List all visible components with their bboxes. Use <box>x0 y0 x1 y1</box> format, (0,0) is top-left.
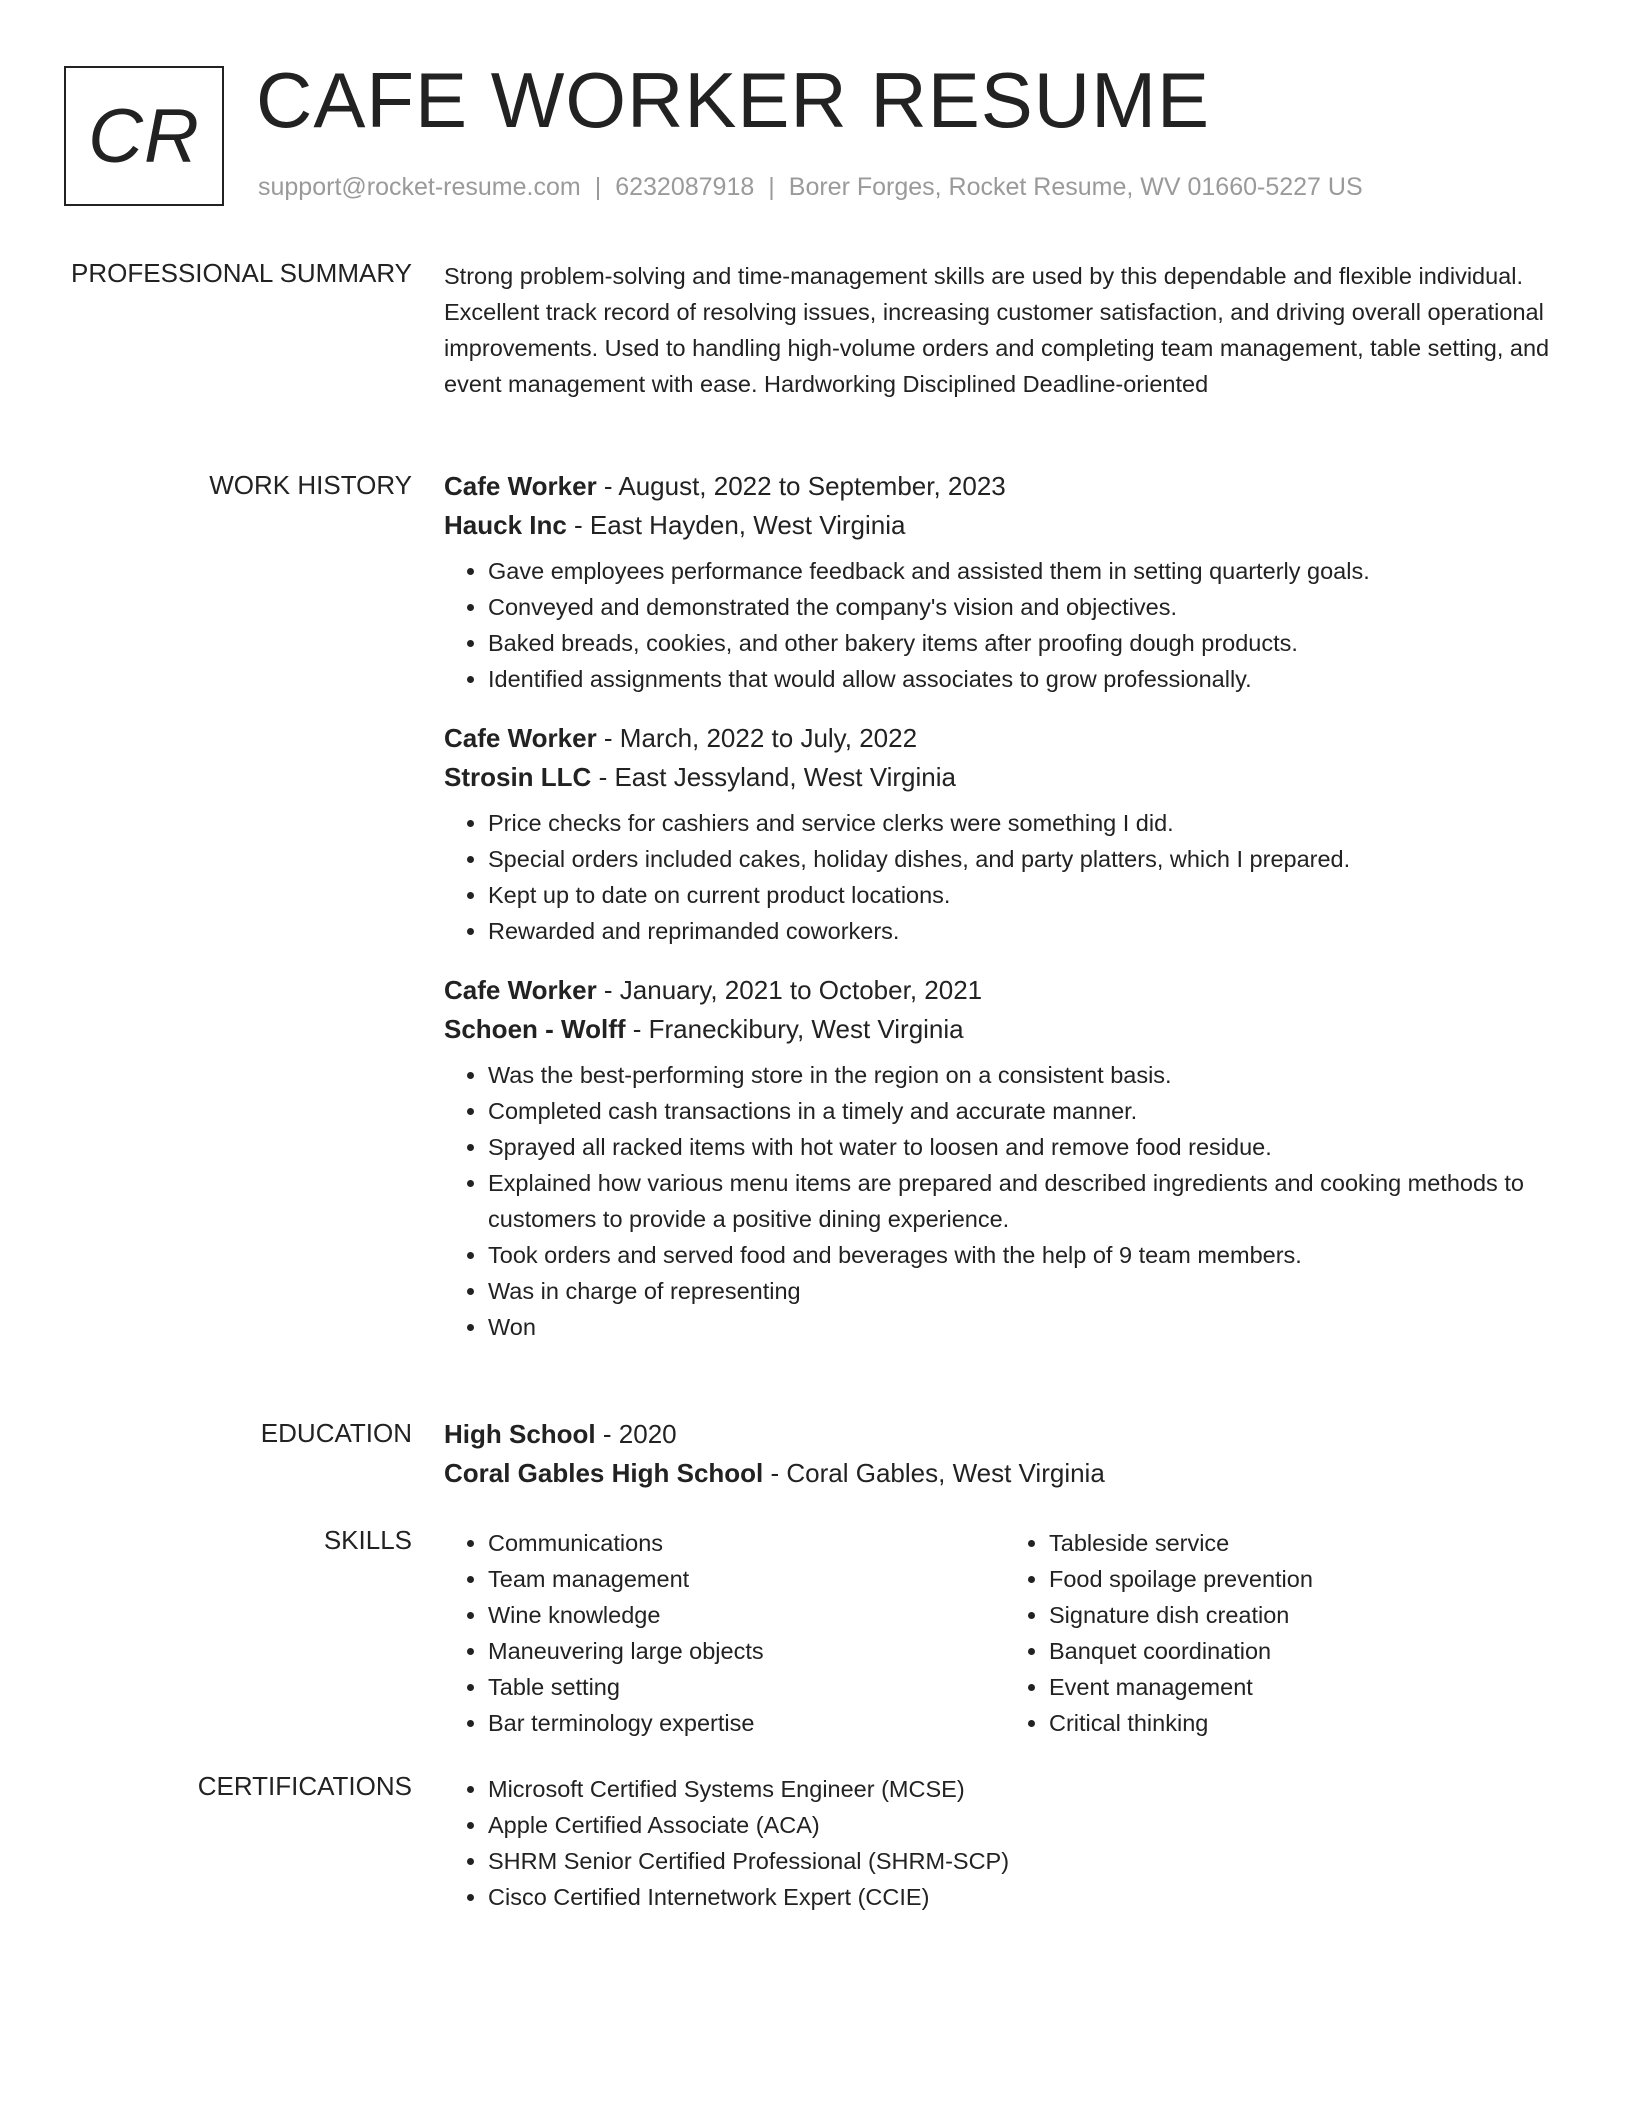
list-item: • Cisco Certified Internetwork Expert (CCIE) <box>488 1879 1566 1915</box>
job-duties-list <box>444 1057 1566 1345</box>
contact-separator: | <box>594 173 602 201</box>
job-company-line <box>444 758 1566 797</box>
job-company-line <box>444 1010 1566 1049</box>
summary-text: Strong problem-solving and time-management skills are used by this dependable and flexible individual. Excellent track record of resolving issues, increasing customer satisfaction, and driving overall operational improvements. Used to handling high-volume orders and completing team management, table setting, and event management with ease. Hardworking Disciplined Deadline-oriented <box>444 263 1550 397</box>
list-item: • SHRM Senior Certified Professional (SHRM-SCP) <box>488 1843 1566 1879</box>
job-title-line <box>444 467 1566 506</box>
list-item: • Baked breads, cookies, and other bakery items after proofing dough products. <box>488 625 1566 661</box>
list-item: • Special orders included cakes, holiday dishes, and party platters, which I prepared. <box>488 841 1566 877</box>
education-school: Coral Gables High School <box>444 1458 764 1488</box>
list-item: • Completed cash transactions in a timely and accurate manner. <box>488 1093 1566 1129</box>
education-degree: High School <box>444 1419 596 1449</box>
list-item: • Sprayed all racked items with hot water to loosen and remove food residue. <box>488 1129 1566 1165</box>
education-degree-line <box>444 1415 1566 1454</box>
list-item: • Event management <box>1049 1669 1566 1705</box>
section-label-work-history: WORK HISTORY <box>209 470 412 500</box>
list-item: • Banquet coordination <box>1049 1633 1566 1669</box>
contact-line <box>258 173 1363 202</box>
skills-body <box>444 1525 1566 1741</box>
certifications-list <box>444 1771 1566 1915</box>
list-item: • Won <box>488 1309 1566 1345</box>
list-item: • Table setting <box>488 1669 1005 1705</box>
job-company-line <box>444 506 1566 545</box>
skills-columns <box>444 1525 1566 1741</box>
job-company: Hauck Inc <box>444 510 567 540</box>
job-duties-list <box>444 805 1566 949</box>
list-item: • Microsoft Certified Systems Engineer (MCSE) <box>488 1771 1566 1807</box>
certifications-body <box>444 1771 1566 1915</box>
list-item: • Critical thinking <box>1049 1705 1566 1741</box>
job-title: Cafe Worker <box>444 471 597 501</box>
job-entry <box>444 467 1566 697</box>
monogram-logo: CR <box>64 66 224 206</box>
list-item: • Food spoilage prevention <box>1049 1561 1566 1597</box>
contact-email: support@rocket-resume.com <box>258 173 581 201</box>
list-item: • Maneuvering large objects <box>488 1633 1005 1669</box>
list-item: • Kept up to date on current product locations. <box>488 877 1566 913</box>
job-title-line <box>444 971 1566 1010</box>
job-location: - East Jessyland, West Virginia <box>591 762 956 792</box>
job-location: - Franeckibury, West Virginia <box>625 1014 964 1044</box>
education-year: - 2020 <box>595 1419 677 1449</box>
list-item: • Apple Certified Associate (ACA) <box>488 1807 1566 1843</box>
job-dates: - March, 2022 to July, 2022 <box>596 723 918 753</box>
list-item: • Took orders and served food and beverages with the help of 9 team members. <box>488 1237 1566 1273</box>
list-item: • Was in charge of representing <box>488 1273 1566 1309</box>
job-entry <box>444 719 1566 949</box>
contact-address: Borer Forges, Rocket Resume, WV 01660-5227 US <box>788 173 1363 201</box>
list-item: • Was the best-performing store in the region on a consistent basis. <box>488 1057 1566 1093</box>
list-item: • Team management <box>488 1561 1005 1597</box>
job-location: - East Hayden, West Virginia <box>566 510 906 540</box>
education-location: - Coral Gables, West Virginia <box>763 1458 1105 1488</box>
skills-list-right <box>1005 1525 1566 1741</box>
list-item: • Signature dish creation <box>1049 1597 1566 1633</box>
work-history-body <box>444 467 1566 1367</box>
list-item: • Gave employees performance feedback and assisted them in setting quarterly goals. <box>488 553 1566 589</box>
list-item: • Rewarded and reprimanded coworkers. <box>488 913 1566 949</box>
section-label-certifications: CERTIFICATIONS <box>197 1771 412 1801</box>
resume-title: CAFE WORKER RESUME <box>256 56 1211 144</box>
job-entry <box>444 971 1566 1345</box>
job-title: Cafe Worker <box>444 975 597 1005</box>
job-duties-list <box>444 553 1566 697</box>
list-item: • Conveyed and demonstrated the company's vision and objectives. <box>488 589 1566 625</box>
list-item: • Tableside service <box>1049 1525 1566 1561</box>
contact-phone: 6232087918 <box>615 173 755 201</box>
list-item: • Identified assignments that would allow associates to grow professionally. <box>488 661 1566 697</box>
skills-list-left <box>444 1525 1005 1741</box>
list-item: • Explained how various menu items are prepared and described ingredients and cooking methods to customers to provide a positive dining experience. <box>488 1165 1566 1237</box>
education-body <box>444 1415 1566 1493</box>
job-dates: - January, 2021 to October, 2021 <box>596 975 983 1005</box>
list-item: • Bar terminology expertise <box>488 1705 1005 1741</box>
contact-separator: | <box>768 173 775 201</box>
section-label-summary: PROFESSIONAL SUMMARY <box>71 258 412 288</box>
job-company: Strosin LLC <box>444 762 592 792</box>
summary-body <box>444 258 1566 402</box>
job-dates: - August, 2022 to September, 2023 <box>596 471 1006 501</box>
job-title: Cafe Worker <box>444 723 597 753</box>
section-label-education: EDUCATION <box>260 1418 412 1448</box>
education-school-line <box>444 1454 1566 1493</box>
list-item: • Price checks for cashiers and service clerks were something I did. <box>488 805 1566 841</box>
job-company: Schoen - Wolff <box>444 1014 626 1044</box>
list-item: • Communications <box>488 1525 1005 1561</box>
section-label-skills: SKILLS <box>323 1525 412 1555</box>
list-item: • Wine knowledge <box>488 1597 1005 1633</box>
job-title-line <box>444 719 1566 758</box>
